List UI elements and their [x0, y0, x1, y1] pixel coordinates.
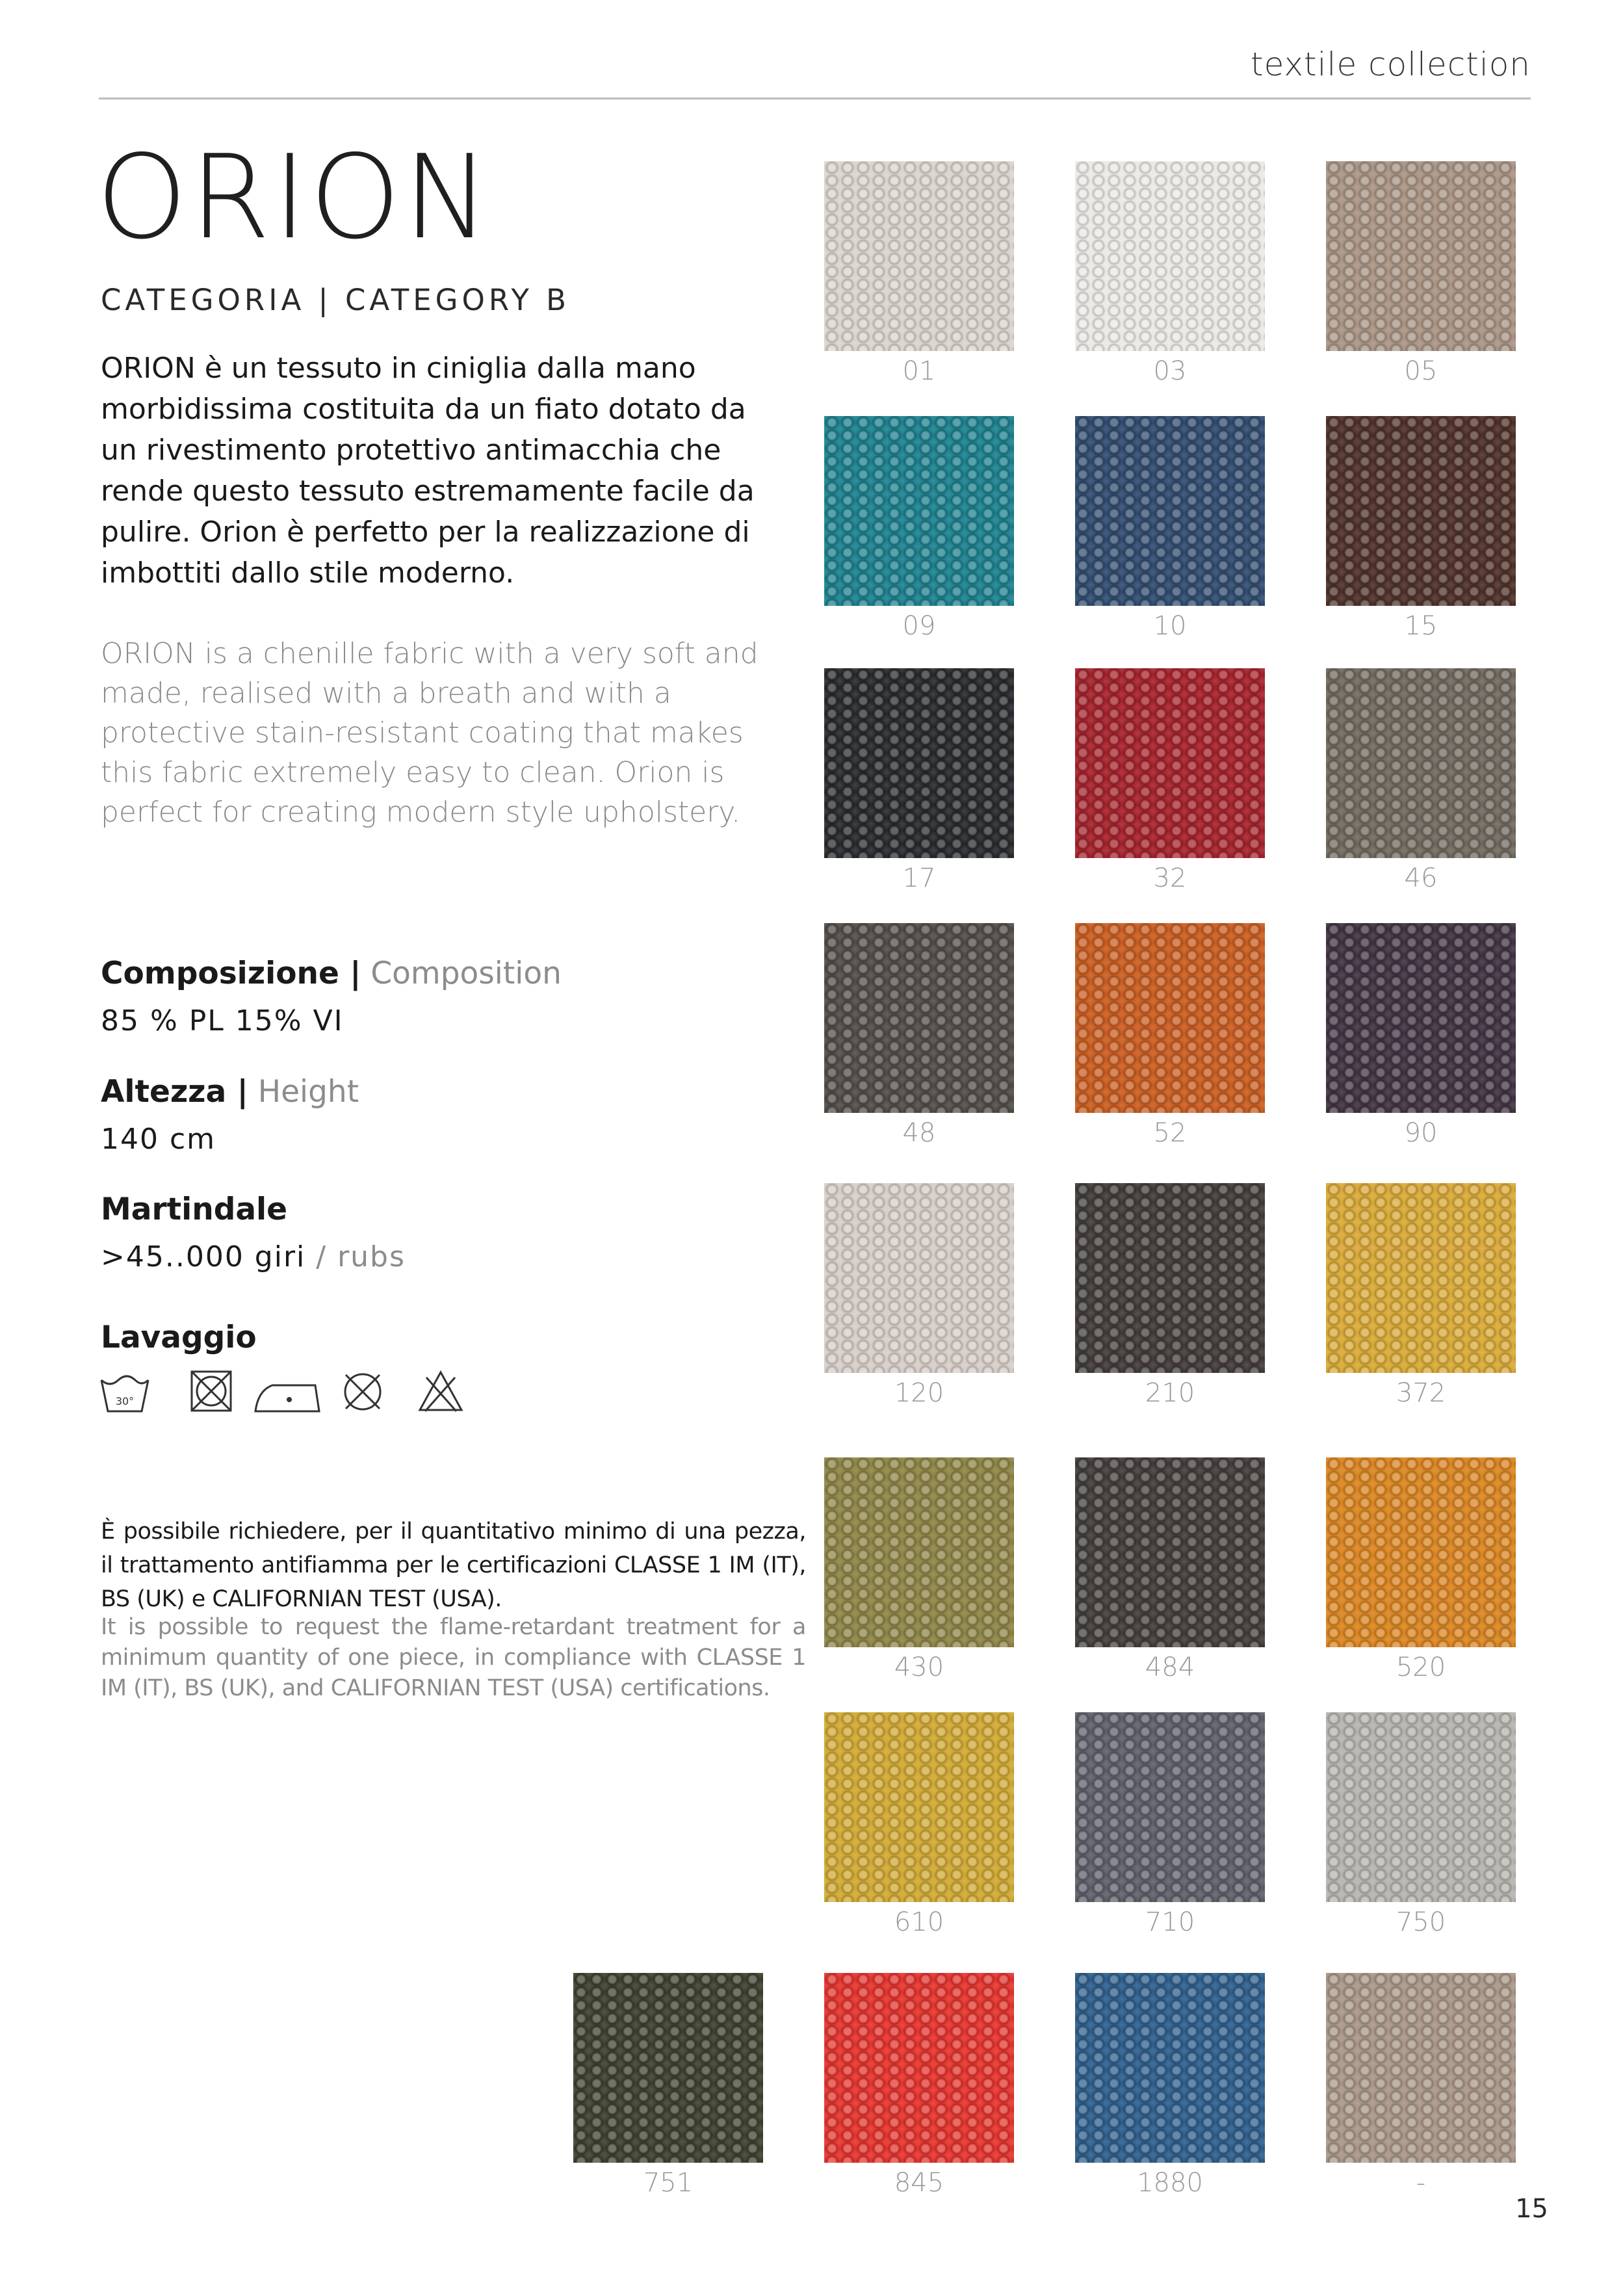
iron-low-icon [252, 1377, 323, 1416]
washing-heading [101, 1320, 257, 1355]
swatch-750[interactable] [1326, 1712, 1516, 1937]
swatch-90[interactable] [1326, 923, 1516, 1148]
swatch-09[interactable] [824, 416, 1014, 641]
swatch-code: 120 [894, 1378, 944, 1408]
swatch-code: 210 [1145, 1378, 1195, 1408]
fabric-sample [1326, 923, 1516, 1113]
composition-heading [101, 956, 562, 991]
height-label-en: Height [257, 1074, 359, 1110]
swatch-710[interactable] [1075, 1712, 1265, 1937]
flame-retardant-note-it: È possibile richiedere, per il quantitativo minimo di una pezza, il trattamento antifiamma per le certificazioni CLASSE 1 IM (IT), BS (UK) e CALIFORNIAN TEST (USA). [101, 1519, 806, 1612]
fabric-sample [1075, 1712, 1265, 1902]
fabric-sample [1075, 668, 1265, 858]
swatch-code: 46 [1404, 863, 1438, 893]
swatch-code: 03 [1153, 356, 1187, 386]
swatch-code: 750 [1396, 1907, 1446, 1937]
swatch-610[interactable] [824, 1712, 1014, 1937]
swatch--[interactable] [1326, 1973, 1516, 2198]
no-dry-clean-icon [339, 1368, 386, 1415]
swatch-845[interactable] [824, 1973, 1014, 2198]
product-title: ORION [96, 130, 493, 265]
swatch-code: 09 [902, 611, 936, 641]
fabric-sample [824, 416, 1014, 606]
swatch-10[interactable] [1075, 416, 1265, 641]
swatch-code: 430 [894, 1652, 944, 1682]
swatch-code: 10 [1153, 611, 1187, 641]
swatch-32[interactable] [1075, 668, 1265, 893]
page-number: 15 [1515, 2194, 1548, 2224]
fabric-sample [824, 1457, 1014, 1647]
swatch-210[interactable] [1075, 1183, 1265, 1408]
martindale-value [101, 1240, 406, 1273]
swatch-code: 751 [643, 2168, 694, 2198]
fabric-sample [1075, 1457, 1265, 1647]
swatch-code: 52 [1153, 1118, 1187, 1148]
swatch-code: 484 [1145, 1652, 1195, 1682]
composition-label-en: Composition [370, 956, 562, 991]
fabric-sample [1326, 1712, 1516, 1902]
no-tumble-dry-icon [188, 1368, 234, 1414]
swatch-430[interactable] [824, 1457, 1014, 1682]
swatch-05[interactable] [1326, 161, 1516, 386]
fabric-sample [1326, 668, 1516, 858]
swatch-code: 520 [1396, 1652, 1446, 1682]
height-label-it: Altezza | [101, 1074, 248, 1110]
fabric-sample [1326, 161, 1516, 351]
height-value: 140 cm [101, 1123, 216, 1156]
height-heading [101, 1074, 359, 1110]
swatch-03[interactable] [1075, 161, 1265, 386]
composition-value: 85 % PL 15% VI [101, 1004, 344, 1037]
header-divider [99, 98, 1531, 99]
fabric-sample [824, 668, 1014, 858]
fabric-sample [1326, 1973, 1516, 2163]
fabric-sample [1075, 416, 1265, 606]
swatch-code: 05 [1404, 356, 1438, 386]
swatch-120[interactable] [824, 1183, 1014, 1408]
swatch-01[interactable] [824, 161, 1014, 386]
swatch-code: 90 [1404, 1118, 1438, 1148]
fabric-sample [573, 1973, 763, 2163]
swatch-code: 845 [894, 2168, 944, 2198]
fabric-sample [1075, 1973, 1265, 2163]
martindale-heading [101, 1192, 287, 1227]
swatch-15[interactable] [1326, 416, 1516, 641]
martindale-rubs: >45..000 giri [101, 1240, 306, 1273]
composition-label-it: Composizione | [101, 956, 361, 991]
fabric-sample [1075, 161, 1265, 351]
swatch-code: 610 [894, 1907, 944, 1937]
wash-30-icon [99, 1368, 151, 1420]
fabric-sample [824, 923, 1014, 1113]
swatch-code: 372 [1396, 1378, 1446, 1408]
swatch-code: 32 [1153, 863, 1187, 893]
description-english: ORION is a chenille fabric with a very soft and made, realised with a breath and with a protective stain-resistant coating that makes this fabric extremely easy to clean. Orion is perfect for creating modern style upholstery. [101, 637, 759, 829]
swatch-17[interactable] [824, 668, 1014, 893]
swatch-code: 1880 [1137, 2168, 1203, 2198]
swatch-372[interactable] [1326, 1183, 1516, 1408]
flame-retardant-note-en: It is possible to request the flame-retardant treatment for a minimum quantity of one piece, in compliance with CLASSE 1 IM (IT), BS (UK), and CALIFORNIAN TEST (USA) certifications. [101, 1614, 806, 1701]
description-italian: ORION è un tessuto in ciniglia dalla mano morbidissima costituita da un fiato dotato da un rivestimento protettivo antimacchia che rende questo tessuto estremamente facile da pulire. Orion è perfetto per la realizzazione di imbottiti dallo stile moderno. [101, 352, 755, 590]
swatch-code: 48 [902, 1118, 936, 1148]
collection-label: textile collection [1250, 46, 1531, 83]
washing-label: Lavaggio [101, 1320, 257, 1355]
fabric-sample [1075, 923, 1265, 1113]
swatch-code: 01 [902, 356, 936, 386]
swatch-code: 17 [902, 863, 936, 893]
swatch-1880[interactable] [1075, 1973, 1265, 2198]
swatch-code: 15 [1404, 611, 1438, 641]
fabric-sample [1326, 416, 1516, 606]
swatch-code: 710 [1145, 1907, 1195, 1937]
fabric-sample [824, 1973, 1014, 2163]
swatch-520[interactable] [1326, 1457, 1516, 1682]
swatch-46[interactable] [1326, 668, 1516, 893]
martindale-label: Martindale [101, 1192, 288, 1227]
fabric-sample [824, 1183, 1014, 1373]
swatch-751[interactable] [573, 1973, 763, 2198]
fabric-sample [1326, 1457, 1516, 1647]
swatch-484[interactable] [1075, 1457, 1265, 1682]
no-bleach-icon [417, 1368, 464, 1415]
fabric-sample [824, 1712, 1014, 1902]
fabric-sample [1326, 1183, 1516, 1373]
martindale-unit-en: / rubs [316, 1240, 406, 1273]
swatch-code: - [1416, 2168, 1426, 2198]
wash-temp-text: 30° [115, 1395, 135, 1407]
fabric-sample [1075, 1183, 1265, 1373]
swatch-48[interactable] [824, 923, 1014, 1148]
product-category: CATEGORIA | CATEGORY B [101, 283, 570, 317]
fabric-sample [824, 161, 1014, 351]
swatch-52[interactable] [1075, 923, 1265, 1148]
